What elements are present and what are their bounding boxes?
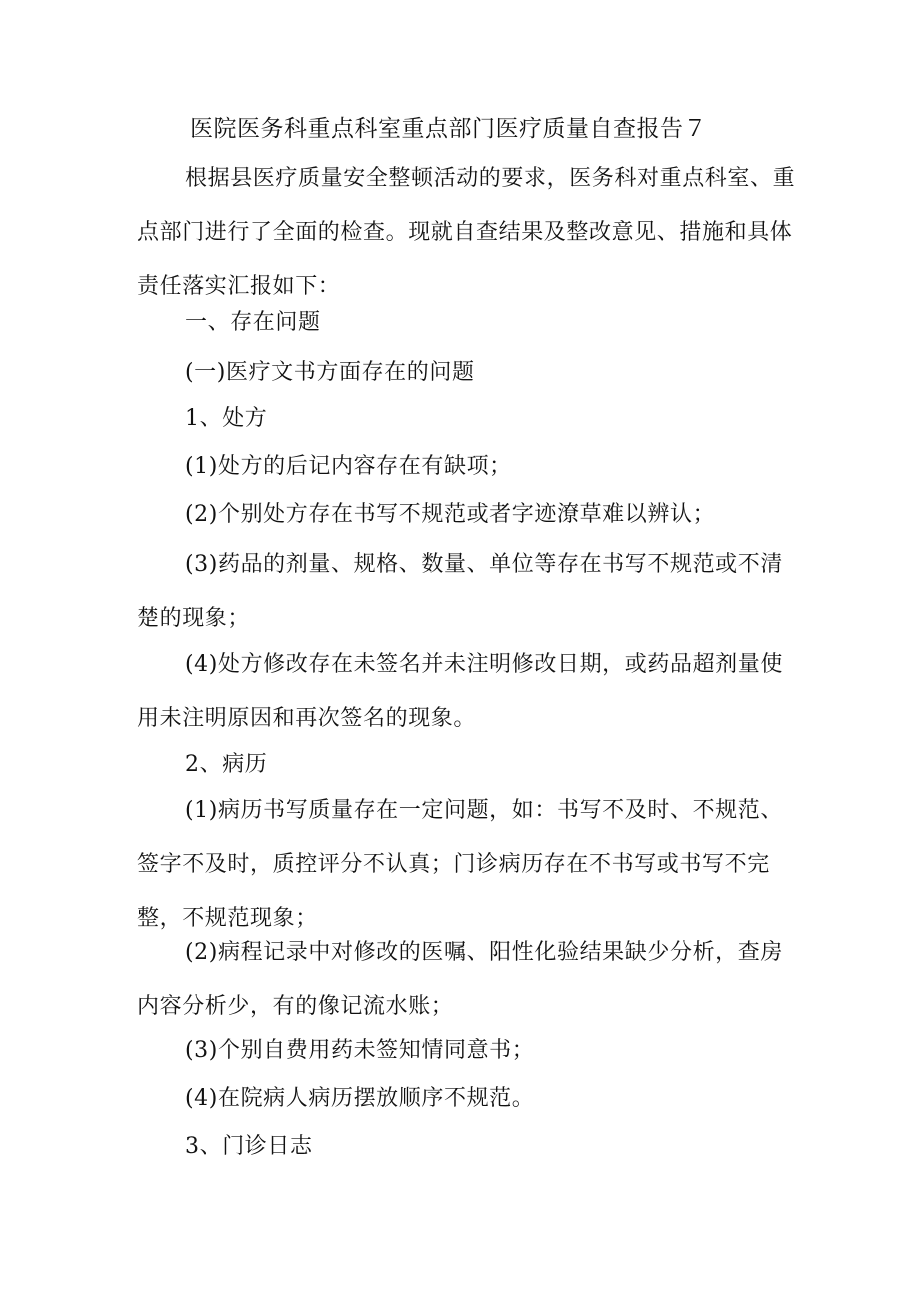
list-item-records-2: (2)病程记录中对修改的医嘱、阳性化验结果缺少分析，查房内容分析少，有的像记流水账； [137, 940, 783, 1019]
list-item-records-3: (3)个别自费用药未签知情同意书； [185, 1038, 535, 1063]
list-item-records-4: (4)在院病人病历摆放顺序不规范。 [185, 1086, 535, 1111]
list-item-prescription-1: (1)处方的后记内容存在有缺项； [185, 454, 512, 479]
document-title: 医院医务科重点科室重点部门医疗质量自查报告７ [190, 116, 707, 142]
list-item-records-1: (1)病历书写质量存在一定问题，如：书写不及时、不规范、签字不及时，质控评分不认真；门诊病历存在不书写或书写不完整，不规范现象； [137, 798, 783, 931]
list-item-prescription-4: (4)处方修改存在未签名并未注明修改日期，或药品超剂量使用未注明原因和再次签名的现象。 [137, 652, 783, 731]
list-item-prescription-3: (3)药品的剂量、规格、数量、单位等存在书写不规范或不清楚的现象； [137, 552, 783, 631]
list-item-prescription-2: (2)个别处方存在书写不规范或者字迹潦草难以辨认； [185, 502, 716, 527]
item-heading-outpatient-log: 3、门诊日志 [185, 1134, 313, 1159]
paragraph-intro: 根据县医疗质量安全整顿活动的要求，医务科对重点科室、重点部门进行了全面的检查。现就自查结果及整改意见、措施和具体责任落实汇报如下： [137, 166, 796, 299]
section-heading-problems: 一、存在问题 [185, 310, 321, 335]
subsection-heading-medical-documents: (一)医疗文书方面存在的问题 [185, 360, 475, 385]
item-heading-prescription: 1、处方 [185, 406, 268, 431]
item-heading-medical-records: 2、病历 [185, 752, 268, 777]
